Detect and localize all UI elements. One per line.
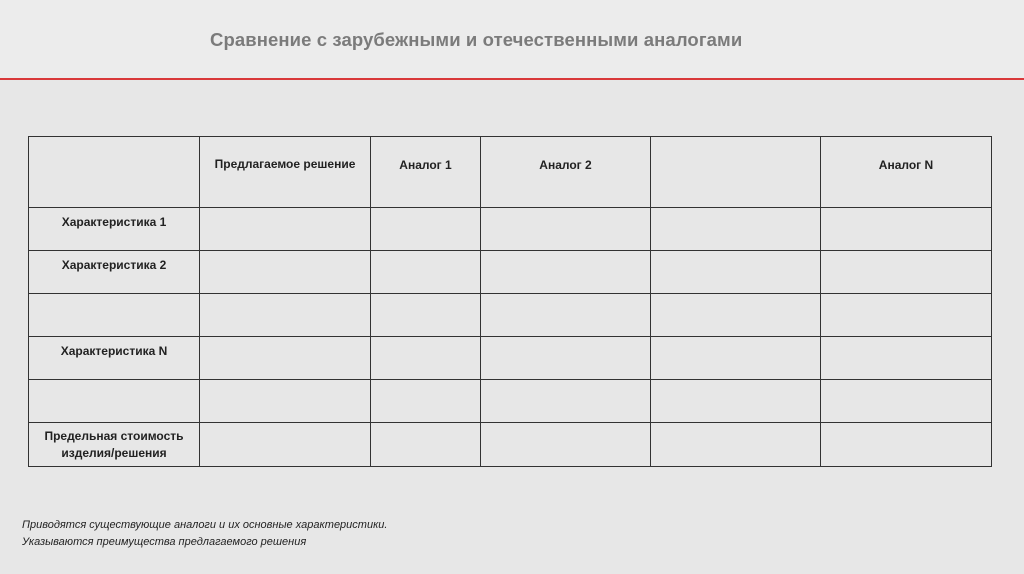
header-label: Аналог 2 — [539, 158, 592, 172]
row-label — [29, 294, 199, 300]
header-cell-analog-2 — [481, 137, 651, 208]
table-cell — [481, 380, 651, 423]
table-cell — [200, 208, 371, 251]
header-cell-blank — [651, 137, 821, 208]
row-label: Предельная стоимость изделия/решения — [44, 429, 184, 460]
title-divider — [0, 78, 1024, 80]
table-row — [29, 337, 992, 380]
table-cell — [371, 337, 481, 380]
table-row — [29, 423, 992, 467]
row-label-cell — [29, 208, 200, 251]
table-cell — [651, 208, 821, 251]
header-label: Предлагаемое решение — [214, 157, 356, 171]
header-label: Аналог N — [878, 158, 934, 172]
table-cell — [821, 337, 992, 380]
table-cell — [200, 294, 371, 337]
table-cell — [371, 294, 481, 337]
table-cell — [371, 423, 481, 467]
table-cell — [651, 380, 821, 423]
row-label-cell — [29, 380, 200, 423]
row-label-cell — [29, 251, 200, 294]
table-cell — [371, 251, 481, 294]
table-row — [29, 251, 992, 294]
table-cell — [821, 423, 992, 467]
table-cell — [481, 294, 651, 337]
table-row — [29, 208, 992, 251]
table-cell — [481, 251, 651, 294]
header-cell-analog-1 — [371, 137, 481, 208]
footnote-line: Указываются преимущества предлагаемого решения — [22, 536, 307, 548]
header-cell-corner — [29, 137, 200, 208]
table-cell — [821, 380, 992, 423]
table-row — [29, 294, 992, 337]
table-header-row — [29, 137, 992, 208]
comparison-table — [28, 136, 992, 467]
table-cell — [651, 251, 821, 294]
row-label: Характеристика 2 — [61, 258, 167, 272]
slide-title: Сравнение с зарубежными и отечественными аналогами — [210, 29, 743, 50]
table-cell — [651, 337, 821, 380]
header-cell-analog-n — [821, 137, 992, 208]
row-label-cell — [29, 337, 200, 380]
table-cell — [371, 380, 481, 423]
table-cell — [371, 208, 481, 251]
table-cell — [651, 294, 821, 337]
table-cell — [821, 251, 992, 294]
table-cell — [200, 380, 371, 423]
row-label-cell — [29, 294, 200, 337]
header-label: Аналог 1 — [399, 158, 452, 172]
table-cell — [200, 337, 371, 380]
row-label — [29, 380, 199, 386]
table-row — [29, 380, 992, 423]
footnote — [22, 517, 387, 551]
row-label-cell — [29, 423, 200, 467]
title-band — [0, 0, 1024, 78]
table-cell — [821, 294, 992, 337]
table-cell — [481, 423, 651, 467]
table-cell — [821, 208, 992, 251]
row-label: Характеристика 1 — [61, 215, 167, 229]
table-cell — [481, 208, 651, 251]
row-label: Характеристика N — [60, 344, 168, 358]
table-cell — [200, 251, 371, 294]
header-cell-proposed-solution — [200, 137, 371, 208]
footnote-line: Приводятся существующие аналоги и их основные характеристики. — [22, 519, 388, 531]
table-cell — [481, 337, 651, 380]
table-cell — [651, 423, 821, 467]
table-cell — [200, 423, 371, 467]
